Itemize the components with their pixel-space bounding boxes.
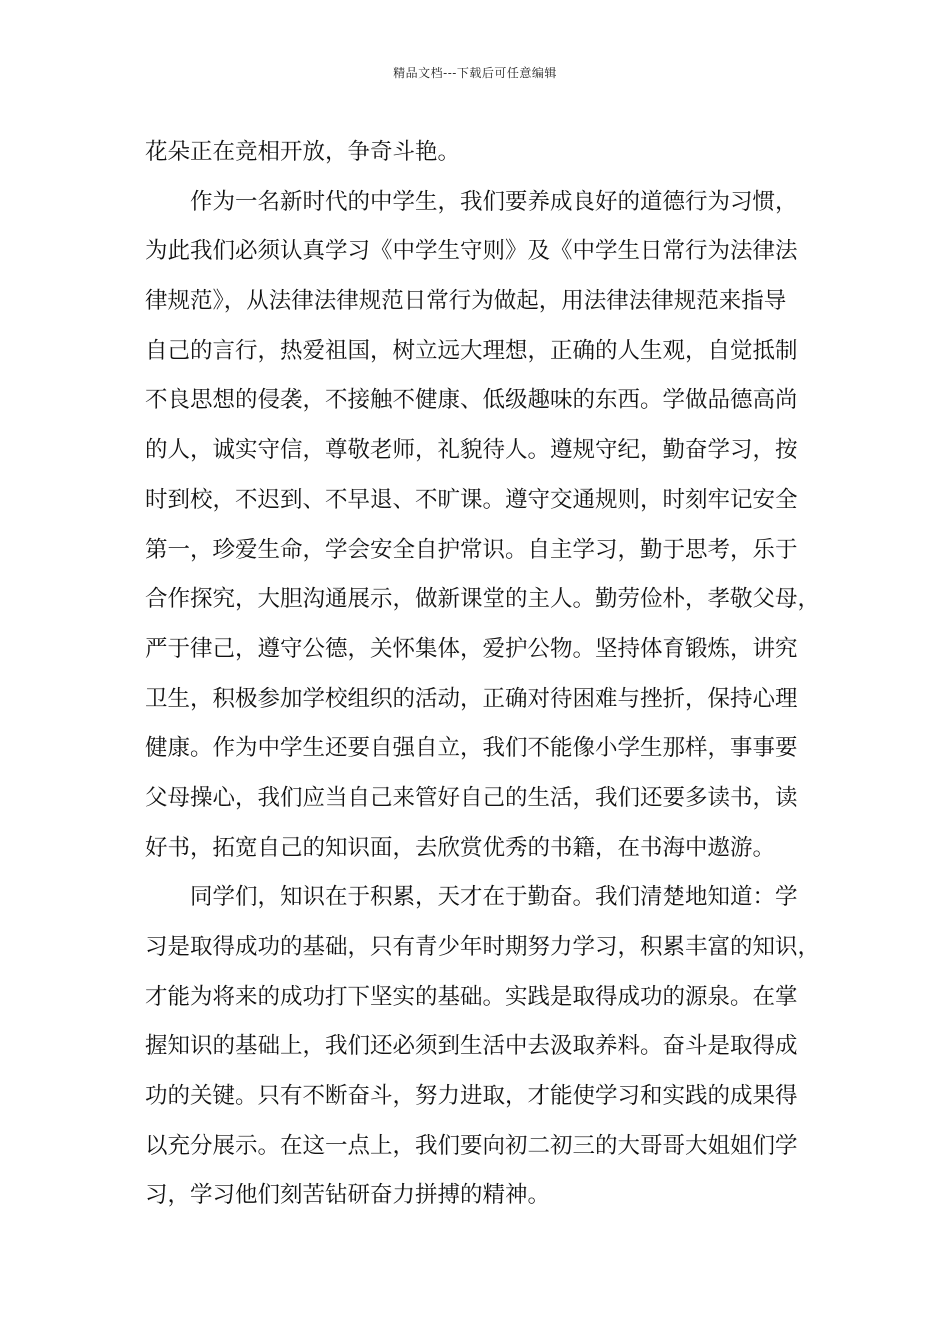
text-line: 健康。作为中学生还要自强自立，我们不能像小学生那样，事事要 — [145, 735, 798, 762]
text-line: 自己的言行，热爱祖国，树立远大理想，正确的人生观，自觉抵制 — [145, 337, 798, 364]
text-line: 合作探究，大胆沟通展示，做新课堂的主人。勤劳俭朴，孝敬父母， — [145, 586, 821, 613]
text-line: 为此我们必须认真学习《中学生守则》及《中学生日常行为法律法 — [145, 238, 798, 265]
text-line: 以充分展示。在这一点上，我们要向初二初三的大哥哥大姐姐们学 — [145, 1132, 798, 1159]
text-line: 习是取得成功的基础，只有青少年时期努力学习，积累丰富的知识， — [145, 934, 821, 960]
text-line: 律规范》，从法律法律规范日常行为做起，用法律法律规范来指导 — [145, 288, 787, 315]
text-line: 时到校，不迟到、不早退、不旷课。遵守交通规则，时刻牢记安全 — [145, 486, 798, 513]
text-line: 卫生，积极参加学校组织的活动，正确对待困难与挫折，保持心理 — [145, 685, 798, 712]
page-header: 精品文档---下载后可任意编辑 — [393, 66, 557, 80]
text-line: 好书，拓宽自己的知识面，去欣赏优秀的书籍，在书海中遨游。 — [145, 834, 776, 861]
text-line: 握知识的基础上，我们还必须到生活中去汲取养料。奋斗是取得成 — [145, 1033, 798, 1060]
text-line: 花朵正在竞相开放，争奇斗艳。 — [145, 139, 461, 165]
text-line: 父母操心，我们应当自己来管好自己的生活，我们还要多读书，读 — [145, 784, 798, 811]
paragraph-start-line: 同学们，知识在于积累，天才在于勤奋。我们清楚地知道：学 — [190, 884, 798, 911]
text-line: 不良思想的侵袭，不接触不健康、低级趣味的东西。学做品德高尚 — [145, 387, 798, 414]
text-line: 第一，珍爱生命，学会安全自护常识。自主学习，勤于思考，乐于 — [145, 536, 798, 563]
text-line: 才能为将来的成功打下坚实的基础。实践是取得成功的源泉。在掌 — [145, 983, 798, 1010]
document-body — [145, 128, 825, 1221]
text-line: 严于律己，遵守公德，关怀集体，爱护公物。坚持体育锻炼，讲究 — [145, 635, 798, 662]
text-line: 的人，诚实守信，尊敬老师，礼貌待人。遵规守纪，勤奋学习，按 — [145, 437, 798, 464]
text-line: 习，学习他们刻苦钻研奋力拼搏的精神。 — [145, 1182, 551, 1209]
text-line: 功的关键。只有不断奋斗，努力进取，才能使学习和实践的成果得 — [145, 1083, 798, 1110]
paragraph-start-line: 作为一名新时代的中学生，我们要养成良好的道德行为习惯， — [190, 188, 798, 215]
